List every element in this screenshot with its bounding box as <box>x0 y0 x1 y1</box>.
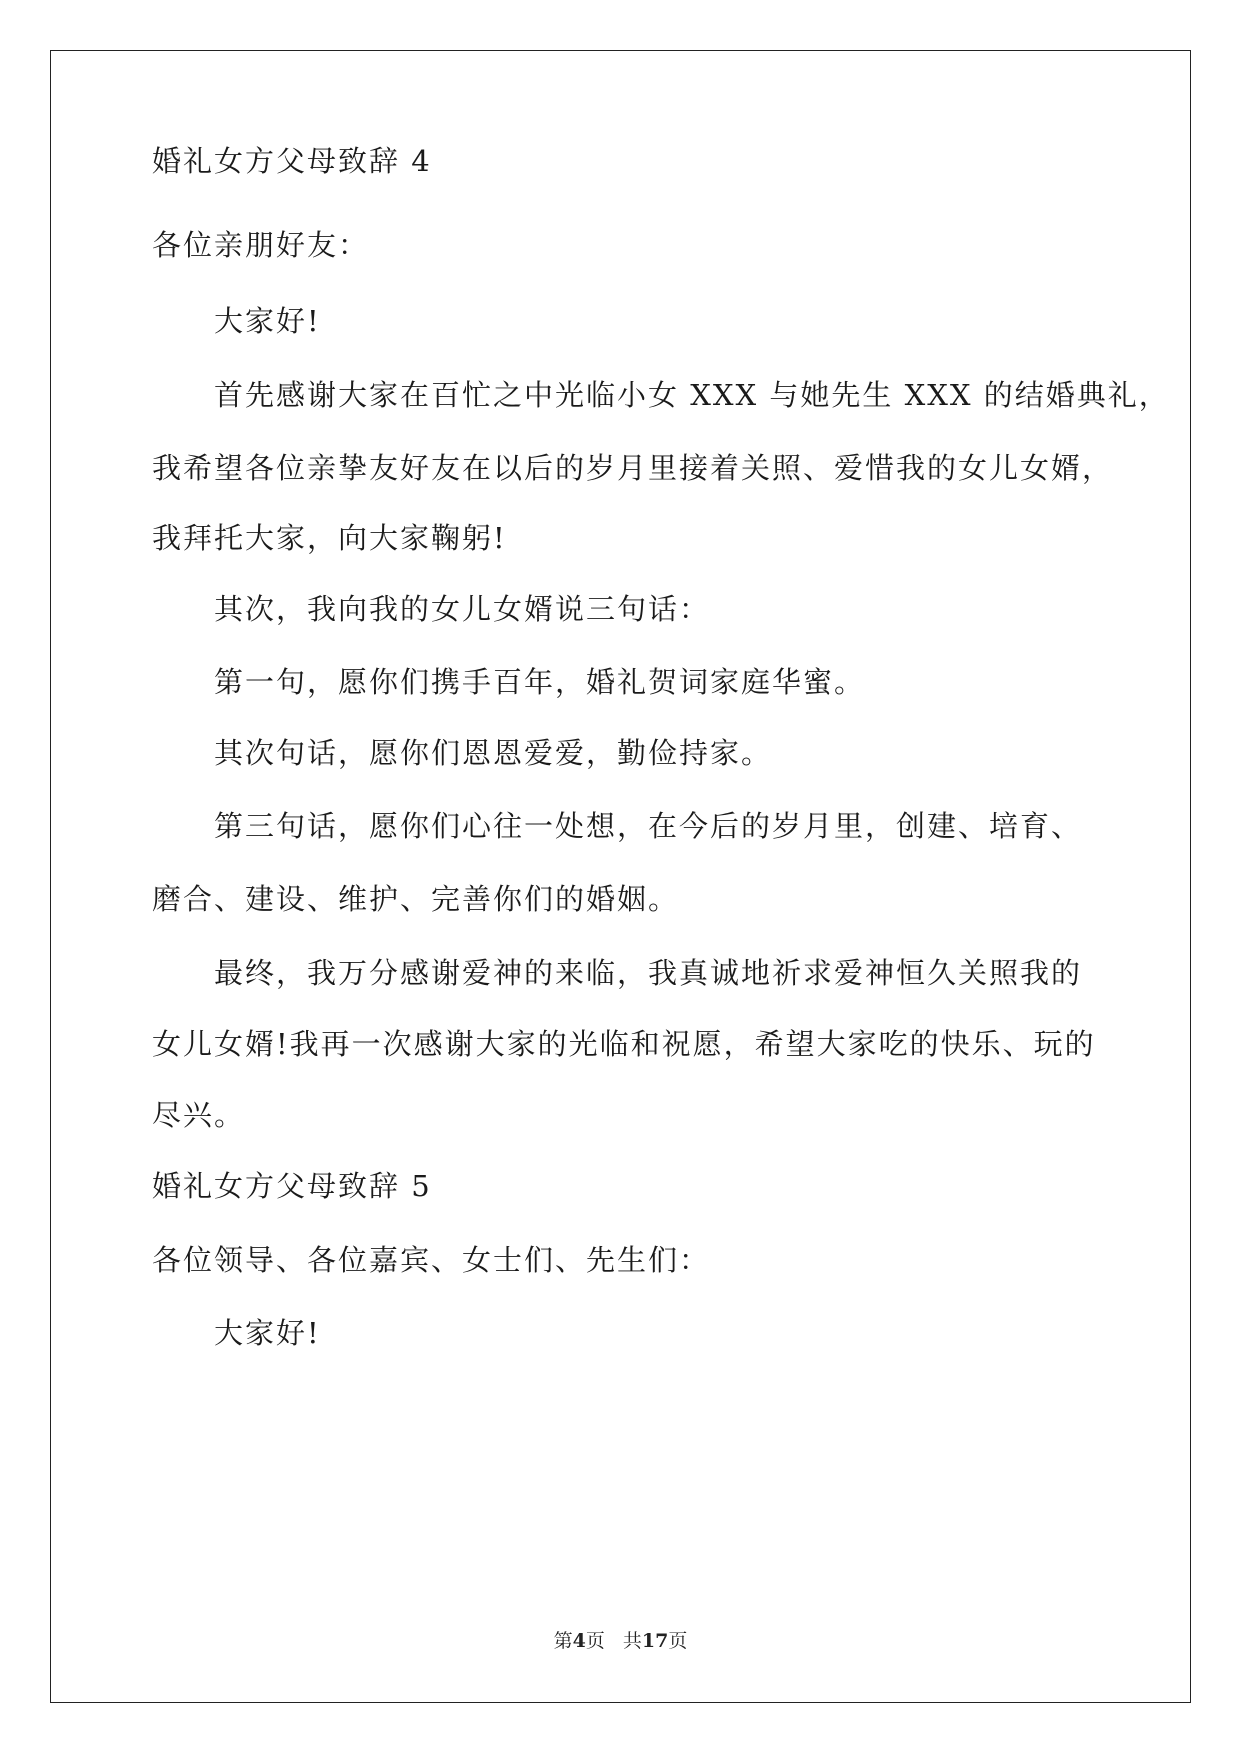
paragraph-line: 最终，我万分感谢爱神的来临，我真诚地祈求爱神恒久关照我的 <box>214 956 1083 990</box>
total-prefix: 共 <box>622 1630 642 1652</box>
section-title-4: 婚礼女方父母致辞 4 <box>152 144 432 178</box>
total-pages: 17 <box>641 1630 669 1652</box>
paragraph-line: 第三句话，愿你们心往一处想，在今后的岁月里，创建、培育、 <box>214 809 1083 843</box>
section-title-5: 婚礼女方父母致辞 5 <box>152 1169 432 1203</box>
page-suffix: 页 <box>585 1630 605 1652</box>
total-suffix: 页 <box>668 1630 688 1652</box>
paragraph-line: 第一句，愿你们携手百年，婚礼贺词家庭华蜜。 <box>214 665 866 699</box>
paragraph-line: 女儿女婿!我再一次感谢大家的光临和祝愿，希望大家吃的快乐、玩的 <box>152 1027 1096 1061</box>
paragraph-line: 首先感谢大家在百忙之中光临小女 XXX 与她先生 XXX 的结婚典礼， <box>214 378 1170 412</box>
greeting: 大家好! <box>214 1316 321 1350</box>
page-prefix: 第 <box>553 1630 573 1652</box>
page-number: 4 <box>572 1630 586 1652</box>
paragraph-line: 磨合、建设、维护、完善你们的婚姻。 <box>152 882 680 916</box>
page-border <box>50 50 1191 1703</box>
page-footer <box>0 1629 1241 1653</box>
paragraph-line: 我拜托大家，向大家鞠躬! <box>152 521 507 555</box>
paragraph-line: 尽兴。 <box>152 1098 246 1132</box>
salutation: 各位领导、各位嘉宾、女士们、先生们： <box>152 1243 711 1277</box>
paragraph-line: 其次句话，愿你们恩恩爱爱，勤俭持家。 <box>214 736 773 770</box>
greeting: 大家好! <box>214 304 321 338</box>
paragraph-line: 我希望各位亲挚友好友在以后的岁月里接着关照、爱惜我的女儿女婿， <box>152 451 1114 485</box>
paragraph-line: 其次，我向我的女儿女婿说三句话： <box>214 592 711 626</box>
salutation: 各位亲朋好友： <box>152 228 370 262</box>
